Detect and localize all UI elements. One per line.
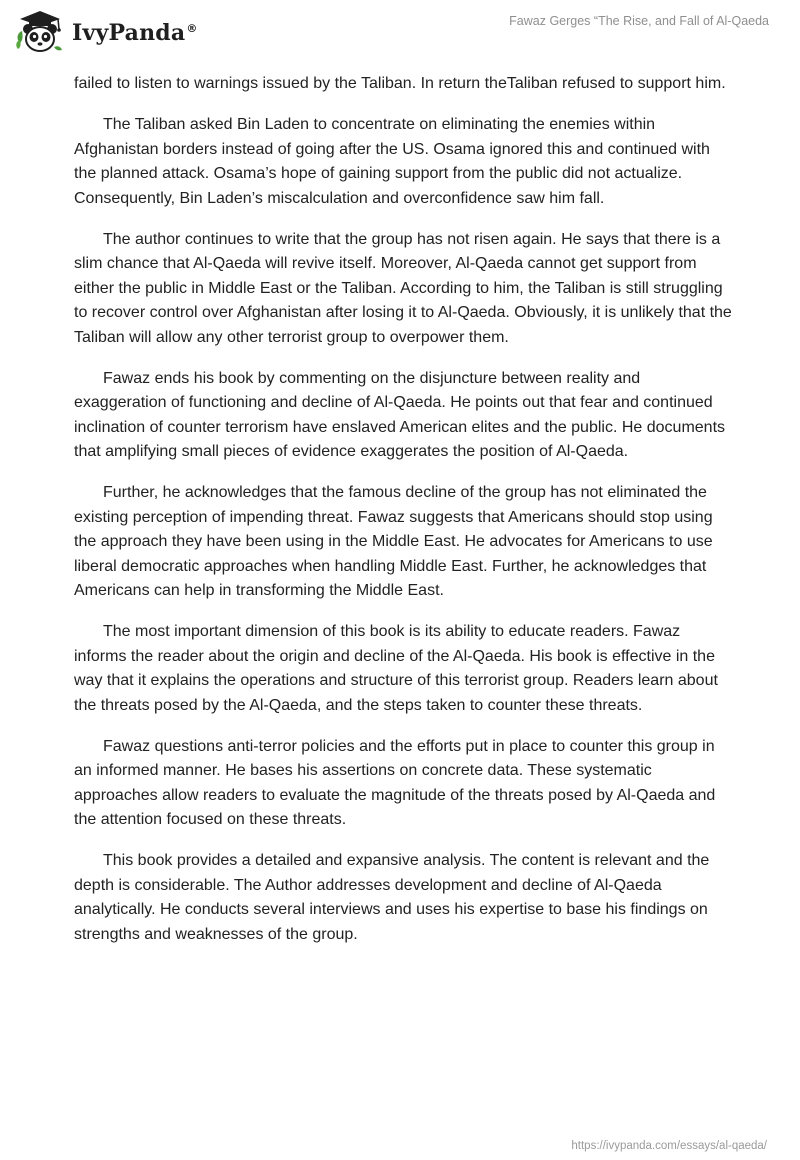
panda-mascot-icon [14, 9, 66, 55]
paragraph: This book provides a detailed and expansive analysis. The content is relevant and the depth is considerable. The Author addresses development and decline of Al-Qaeda analytically. He conducts several interviews and uses his expertise to base his findings on strengths and weaknesses of the group. [74, 852, 710, 943]
document-title: Fawaz Gerges “The Rise, and Fall of Al-Qaeda [509, 14, 769, 28]
ivypanda-logo[interactable] [14, 9, 198, 55]
paragraph: The Taliban asked Bin Laden to concentrate on eliminating the enemies within Afghanistan borders instead of going after the US. Osama ignored this and continued with the planned attack. Osama’s hope of gaining support from the public did not actualize. Consequently, Bin Laden’s miscalculation and overconfidence saw him fall. [74, 116, 710, 207]
source-url[interactable]: https://ivypanda.com/essays/al-qaeda/ [571, 1140, 767, 1152]
paragraph: failed to listen to warnings issued by the Taliban. In return theTaliban refused to support him. [74, 75, 726, 92]
logo-wordmark: IvyPanda® [72, 20, 198, 46]
paragraph: The most important dimension of this book is its ability to educate readers. Fawaz informs the reader about the origin and decline of the Al-Qaeda. His book is effective in the way that it explains the operations and structure of this terrorist group. Readers learn about the threats posed by the Al-Qaeda, and the steps taken to counter these threats. [74, 623, 718, 714]
paragraph: The author continues to write that the group has not risen again. He says that there is a slim chance that Al-Qaeda will revive itself. Moreover, Al-Qaeda cannot get support from either the public in Middle East or the Taliban. According to him, the Taliban is still struggling to recover control over Afghanistan after losing it to Al-Qaeda. Obviously, it is unlikely that the Taliban will allow any other terrorist group to overpower them. [74, 230, 732, 346]
paragraph: Fawaz ends his book by commenting on the disjuncture between reality and exaggeration of functioning and decline of Al-Qaeda. He points out that fear and continued inclination of counter terrorism have enslaved American elites and the public. He documents that amplifying small pieces of evidence exaggerates the position of Al-Qaeda. [74, 369, 726, 460]
essay-body [74, 72, 734, 964]
paragraph: Fawaz questions anti-terror policies and the efforts put in place to counter this group in an informed manner. He bases his assertions on concrete data. These systematic approaches allow readers to evaluate the magnitude of the threats posed by Al-Qaeda and the attention focused on these threats. [74, 737, 716, 828]
paragraph: Further, he acknowledges that the famous decline of the group has not eliminated the existing perception of impending threat. Fawaz suggests that Americans should stop using the approach they have been using in the Middle East. He advocates for Americans to use liberal democratic approaches when handling Middle East. Further, he acknowledges that Americans can help in transforming the Middle East. [74, 484, 713, 599]
page-header [0, 0, 800, 70]
